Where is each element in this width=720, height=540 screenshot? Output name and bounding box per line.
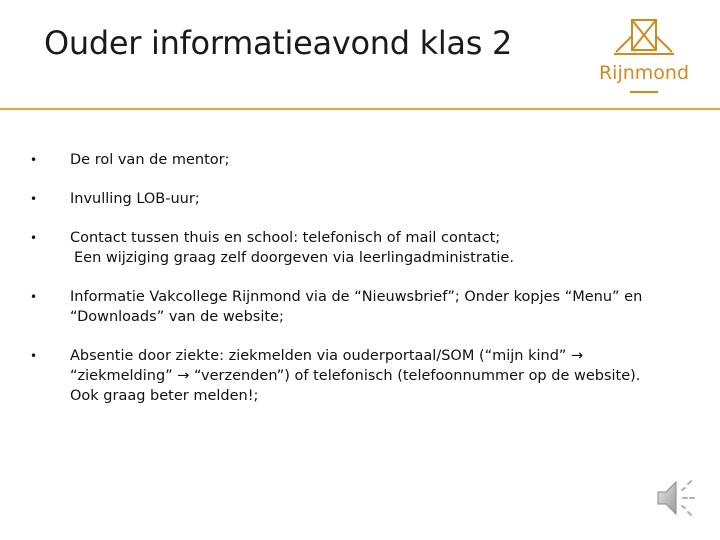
bullet-marker: • <box>30 349 38 363</box>
list-item <box>30 346 710 406</box>
list-item <box>30 150 710 170</box>
bullet-text: Absentie door ziekte: ziekmelden via ouderportaal/SOM (“mijn kind” → <box>70 348 584 364</box>
bullet-text: “Downloads” van de website; <box>70 309 284 325</box>
list-item <box>30 228 710 268</box>
bullet-text: Informatie Vakcollege Rijnmond via de “Nieuwsbrief”; Onder kopjes “Menu” en <box>70 289 643 305</box>
bullet-marker: • <box>30 231 38 245</box>
header-divider <box>0 108 720 110</box>
logo-text: Rijnmond <box>598 62 690 84</box>
house-frame-icon <box>592 18 696 96</box>
list-item <box>30 287 710 327</box>
bullet-text: Een wijziging graag zelf doorgeven via leerlingadministratie. <box>74 250 514 266</box>
logo-underline <box>630 91 658 93</box>
list-item <box>30 189 710 209</box>
bullet-marker: • <box>30 153 38 167</box>
bullet-text: Contact tussen thuis en school: telefonisch of mail contact; <box>70 230 501 246</box>
bullet-text: Ook graag beter melden!; <box>70 388 259 404</box>
bullet-text: “ziekmelding” → “verzenden”) of telefonisch (telefoonnummer op de website). <box>70 368 641 384</box>
bullet-marker: • <box>30 192 38 206</box>
bullet-text: De rol van de mentor; <box>70 152 230 168</box>
bullet-marker: • <box>30 290 38 304</box>
bullet-list <box>30 150 710 406</box>
slide-title: Ouder informatieavond klas 2 <box>44 24 513 62</box>
bullet-text: Invulling LOB-uur; <box>70 191 200 207</box>
speaker-icon[interactable] <box>652 474 704 522</box>
